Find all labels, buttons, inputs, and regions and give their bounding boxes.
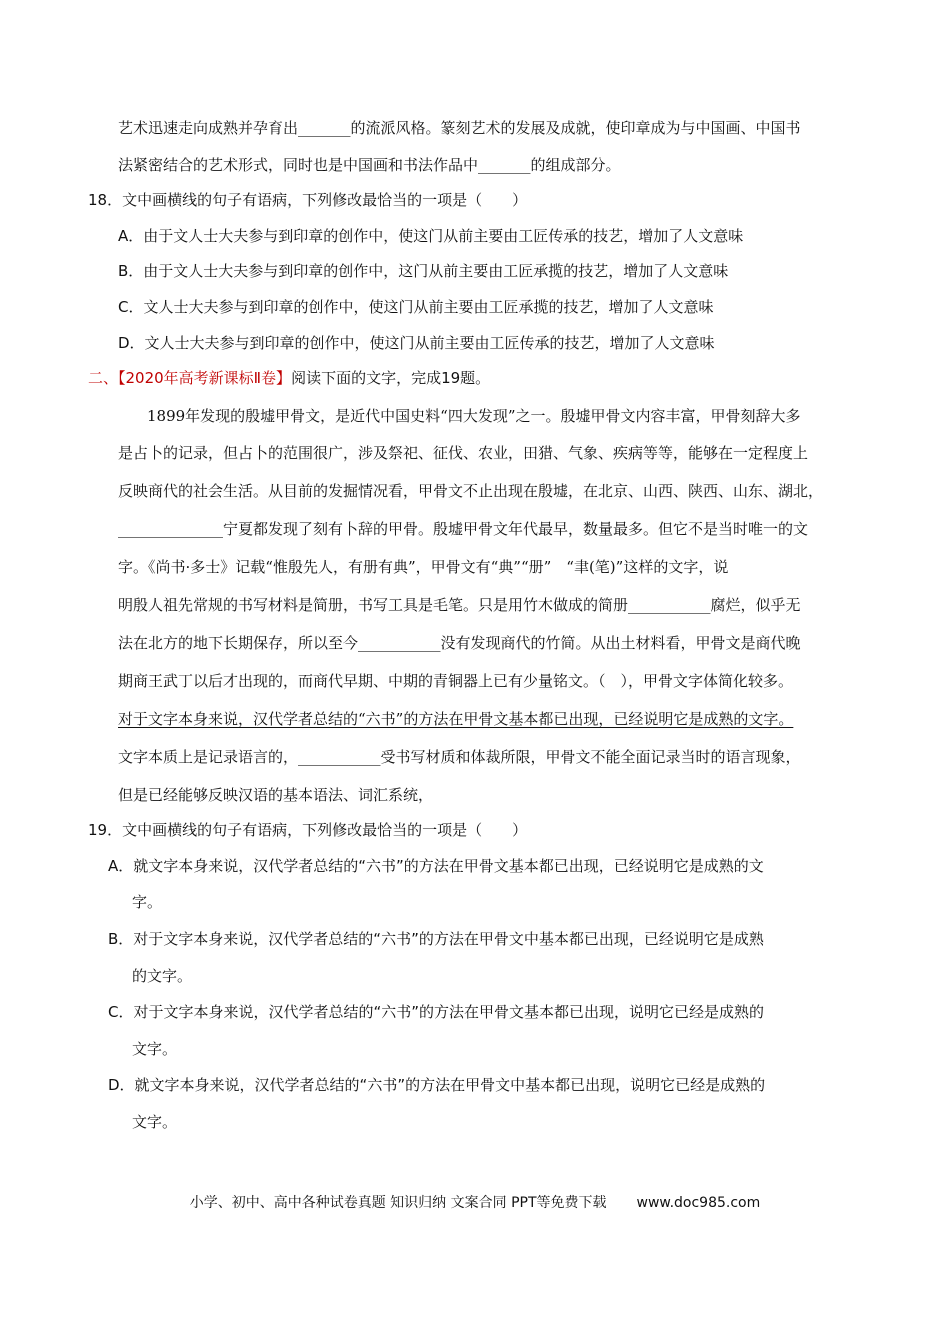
- passage2-line-6: 明殷人祖先常规的书写材料是简册，书写工具是毛笔。只是用竹木做成的简册___________腐烂，似乎无: [118, 596, 801, 614]
- passage1-line-1: 艺术迅速走向成熟并孕育出_______的流派风格。篆刻艺术的发展及成就，使印章成为与中国画、中国书: [118, 119, 801, 137]
- q19-option-c-line-2: 文字。: [132, 1040, 178, 1058]
- passage1-line-2: 法紧密结合的艺术形式，同时也是中国画和书法作品中_______的组成部分。: [118, 156, 621, 174]
- passage2-line-1: 1899年发现的殷墟甲骨文，是近代中国史料“四大发现”之一。殷墟甲骨文内容丰富，甲骨刻辞大多: [147, 407, 801, 425]
- q18-option-a: A．由于文人士大夫参与到印章的创作中，使这门从前主要由工匠传承的技艺，增加了人文意味: [118, 227, 744, 245]
- q19-option-c-line-1: C．对于文字本身来说，汉代学者总结的“六书”的方法在甲骨文基本都已出现，说明它已经是成熟的: [108, 1003, 765, 1021]
- q19-option-b-line-1: B．对于文字本身来说，汉代学者总结的“六书”的方法在甲骨文中基本都已出现，已经说明它是成熟: [108, 930, 764, 948]
- passage2-line-10: 但是已经能够反映汉语的基本语法、词汇系统，: [118, 786, 434, 804]
- q18-stem: 18．文中画横线的句子有语病，下列修改最恰当的一项是（ ）: [88, 191, 528, 209]
- passage2-line-2: 是占卜的记录，但占卜的范围很广，涉及祭祀、征伐、农业，田猎、气象、疾病等等，能够在一定程度上: [118, 444, 809, 462]
- q19-option-a-line-1: A．就文字本身来说，汉代学者总结的“六书”的方法在甲骨文基本都已出现，已经说明它是成熟的文: [108, 857, 764, 875]
- passage2-line-4: ______________宁夏都发现了刻有卜辞的甲骨。殷墟甲骨文年代最早，数量最多。但它不是当时唯一的文: [118, 520, 809, 538]
- section2-heading-source: 二、【2020年高考新课标Ⅱ卷】: [88, 369, 292, 387]
- q19-option-d-line-2: 文字。: [132, 1113, 178, 1131]
- passage2-line-5: 字。《尚书·多士》记载“惟殷先人，有册有典”，甲骨文有“典”“册” “聿(笔)”这样的文字，说: [118, 558, 729, 576]
- q18-option-c: C．文人士大夫参与到印章的创作中，使这门从前主要由工匠承揽的技艺，增加了人文意味: [118, 298, 714, 316]
- page-footer: [0, 1192, 950, 1212]
- q18-option-d: D．文人士大夫参与到印章的创作中，使这门从前主要由工匠传承的技艺，增加了人文意味: [118, 334, 715, 352]
- q19-option-d-line-1: D．就文字本身来说，汉代学者总结的“六书”的方法在甲骨文中基本都已出现，说明它已经是成熟的: [108, 1076, 766, 1094]
- passage2-line-9: 文字本质上是记录语言的，___________受书写材质和体裁所限，甲骨文不能全面记录当时的语言现象，: [118, 748, 801, 766]
- passage2-line-3: 反映商代的社会生活。从目前的发掘情况看，甲骨文不止出现在殷墟，在北京、山西、陕西、山东、湖北，: [118, 482, 824, 500]
- section2-heading: [88, 368, 490, 388]
- passage2-line-8: 期商王武丁以后才出现的，而商代早期、中期的青铜器上已有少量铭文。（ ），甲骨文字体简化较多。: [118, 672, 794, 690]
- footer-site-link[interactable]: www.doc985.com: [636, 1195, 761, 1211]
- q18-option-b: B．由于文人士大夫参与到印章的创作中，这门从前主要由工匠承揽的技艺，增加了人文意味: [118, 262, 729, 280]
- section2-heading-instruction: 阅读下面的文字，完成19题。: [291, 369, 491, 387]
- q19-option-b-line-2: 的文字。: [132, 967, 193, 985]
- footer-text: 小学、初中、高中各种试卷真题 知识归纳 文案合同 PPT等免费下载: [189, 1195, 607, 1211]
- passage2-line-7: 法在北方的地下长期保存，所以至今___________没有发现商代的竹简。从出土材料看，甲骨文是商代晚: [118, 634, 801, 652]
- passage2-underlined-sentence: 对于文字本身来说，汉代学者总结的“六书”的方法在甲骨文基本都已出现，已经说明它是成熟的文字。: [118, 710, 794, 728]
- q19-stem: 19．文中画横线的句子有语病，下列修改最恰当的一项是（ ）: [88, 821, 528, 839]
- q19-option-a-line-2: 字。: [132, 893, 163, 911]
